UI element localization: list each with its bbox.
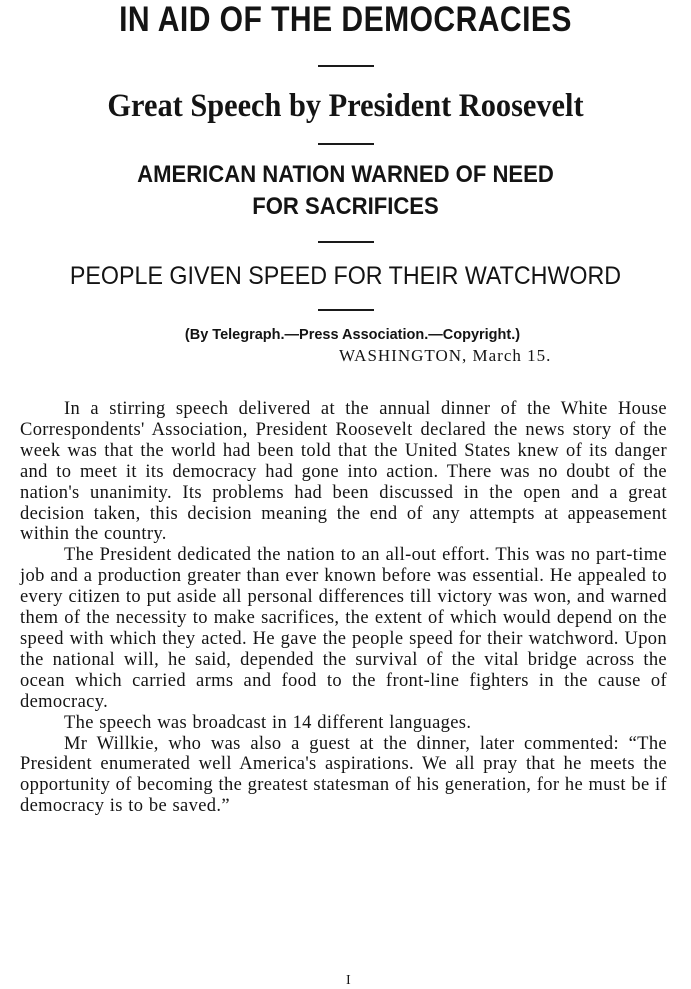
deck-headline-line-2: FOR SACRIFICES xyxy=(252,193,439,220)
deck-headline-line-1: AMERICAN NATION WARNED OF NEED xyxy=(137,161,554,188)
headline-divider xyxy=(318,65,374,67)
article-body xyxy=(20,399,667,817)
article-paragraph: The speech was broadcast in 14 different languages. xyxy=(64,712,472,733)
article-paragraph: In a stirring speech delivered at the annual dinner of the White House Correspondents' Association, President Roosevelt declared the news story of the week was that the world had been told that the United States knew of its danger and to meet it its democracy had gone into action. There was no doubt of the nation's unanimity. Its problems had been discussed in the open and a great decision taken, this decision meaning the end of any attempts at appeasement within the country. xyxy=(20,399,667,545)
article-paragraph: Mr Willkie, who was also a guest at the dinner, later commented: “The President enumerated well America's aspirations. We all pray that he meets the opportunity of becoming the greatest statesman of his generation, for he must be if democracy is to be saved.” xyxy=(20,733,667,817)
headline-divider xyxy=(318,309,374,311)
sub-headline: Great Speech by President Roosevelt xyxy=(107,88,584,124)
byline: (By Telegraph.—Press Association.—Copyright.) xyxy=(184,327,521,343)
headline-divider xyxy=(318,241,374,243)
headline-divider xyxy=(318,143,374,145)
kicker-headline: PEOPLE GIVEN SPEED FOR THEIR WATCHWORD xyxy=(69,262,622,290)
page-mark: I xyxy=(346,973,351,988)
dateline: WASHINGTON, March 15. xyxy=(339,346,552,365)
article-paragraph: The President dedicated the nation to an all-out effort. This was no part-time job and a production greater than ever known before was essential. He appealed to every citizen to put aside all personal differences till victory was won, and warned them of the necessity to make sacrifices, the extent of which would depend on the speed with which they acted. He gave the people speed for their watchword. Upon the national will, he said, depended the survival of the vital bridge across the ocean which carried arms and food to the front-line fighters in the cause of democracy. xyxy=(20,545,667,712)
deck-headline xyxy=(28,159,664,223)
main-headline: IN AID OF THE DEMOCRACIES xyxy=(119,0,572,39)
